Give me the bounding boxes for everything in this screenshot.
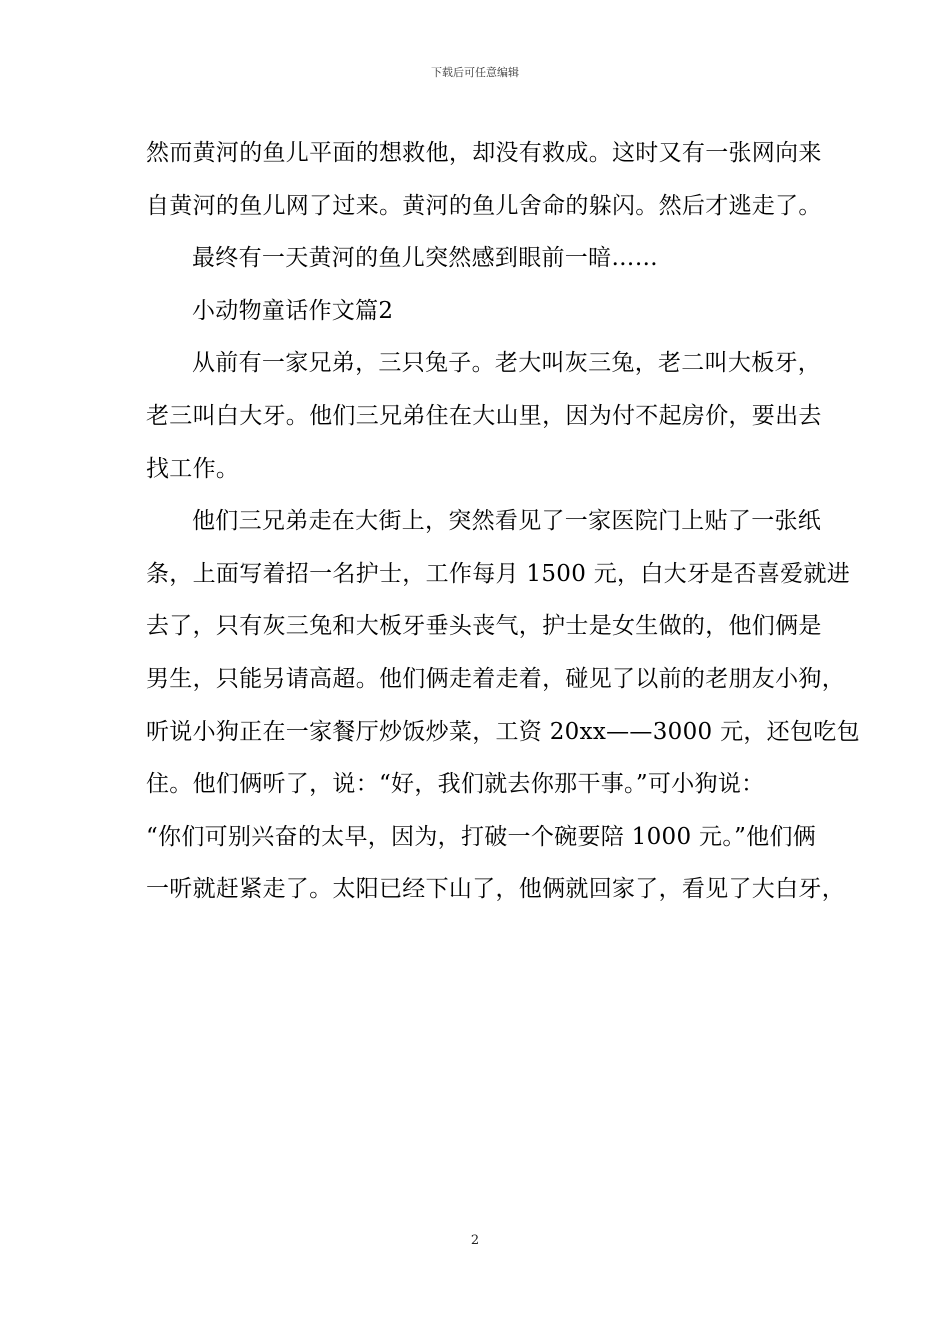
page-footer	[0, 1233, 950, 1249]
page-header	[0, 66, 950, 80]
text-line: 然而黄河的鱼儿平面的想救他，却没有救成。这时又有一张网向来	[146, 140, 822, 166]
text-line: “你们可别兴奋的太早，因为，打破一个碗要陪 1000 元。”他们俩	[146, 823, 817, 850]
text-line: 一听就赶紧走了。太阳已经下山了，他俩就回家了，看见了大白牙，	[146, 876, 845, 903]
document-body	[146, 127, 860, 916]
text-line: 住。他们俩听了，说：“好，我们就去你那干事。”可小狗说：	[146, 771, 765, 798]
paragraph-5	[146, 495, 860, 916]
text-line: 最终有一天黄河的鱼儿突然感到眼前一暗……	[192, 245, 658, 272]
section-heading	[146, 285, 836, 338]
text-line: 听说小狗正在一家餐厅炒饭炒菜，工资 20xx——3000 元，还包吃包	[146, 718, 860, 745]
text-line: 自黄河的鱼儿网了过来。黄河的鱼儿舍命的躲闪。然后才逃走了。	[146, 192, 822, 219]
text-line: 条，上面写着招一名护士，工作每月 1500 元，白大牙是否喜爱就进	[146, 560, 851, 587]
text-line: 老三叫白大牙。他们三兄弟住在大山里，因为付不起房价，要出去	[146, 402, 822, 429]
header-text: 下载后可任意编辑	[431, 66, 519, 79]
text-line: 男生，只能另请高超。他们俩走着走着，碰见了以前的老朋友小狗，	[146, 665, 845, 692]
text-line: 小动物童话作文篇2	[192, 297, 394, 324]
text-line: 去了，只有灰三兔和大板牙垂头丧气，护士是女生做的，他们俩是	[146, 613, 822, 640]
page-number: 2	[470, 1233, 480, 1248]
paragraph-1	[146, 127, 836, 232]
text-line: 他们三兄弟走在大街上，突然看见了一家医院门上贴了一张纸	[192, 508, 822, 535]
paragraph-2	[146, 232, 836, 285]
text-line: 从前有一家兄弟，三只兔子。老大叫灰三兔，老二叫大板牙，	[192, 350, 822, 377]
paragraph-4	[146, 337, 836, 495]
text-line: 找工作。	[146, 455, 240, 482]
